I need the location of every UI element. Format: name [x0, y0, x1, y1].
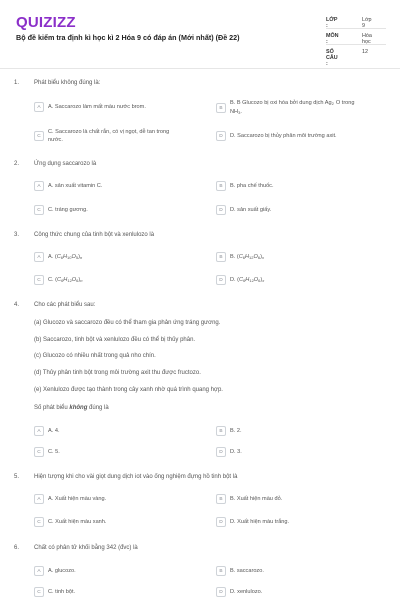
option-letter-box: C [34, 447, 44, 457]
option-letter-box: D [216, 447, 226, 457]
question-number: 2. [14, 161, 20, 167]
statement-c: (c) Glucozo có nhiều nhất trong quả nho chín. [34, 353, 156, 359]
quizizz-logo: QUIZIZZ [16, 14, 76, 31]
option-letter-box: A [34, 181, 44, 191]
option-letter-box: A [34, 102, 44, 112]
option-1d[interactable] [216, 131, 386, 141]
option-text: A. Xuất hiện màu vàng. [48, 496, 107, 502]
option-text: B. saccarozo. [230, 568, 264, 574]
option-text: C. Xuất hiện màu xanh. [48, 519, 107, 525]
header-divider [0, 68, 400, 69]
option-6b[interactable] [216, 566, 386, 576]
option-text: C. tinh bột. [48, 589, 76, 595]
option-letter-box: D [216, 275, 226, 285]
option-3b[interactable] [216, 252, 386, 262]
question-tail: Số phát biểu không đúng là [34, 405, 109, 411]
option-1b[interactable] [216, 99, 386, 117]
meta-divider [326, 28, 386, 29]
question-number: 3. [14, 232, 20, 238]
option-letter-box: C [34, 205, 44, 215]
option-3c[interactable] [34, 275, 209, 285]
question-number: 5. [14, 474, 20, 480]
option-letter-box: B [216, 494, 226, 504]
option-3d[interactable] [216, 275, 386, 285]
statement-e: (e) Xenlulozo được tạo thành trong cây xanh nhờ quá trình quang hợp. [34, 387, 223, 393]
option-6a[interactable] [34, 566, 209, 576]
option-letter-box: B [216, 566, 226, 576]
option-letter-box: D [216, 587, 226, 597]
option-1c[interactable] [34, 128, 209, 144]
question-text: Hiện tượng khi cho vài giọt dung dịch iot vào ống nghiệm đựng hồ tinh bột là [34, 474, 238, 480]
question-text: Cho các phát biểu sau: [34, 302, 96, 308]
option-letter-box: A [34, 426, 44, 436]
option-text: B. Xuất hiện màu đỏ. [230, 496, 283, 502]
option-text: D. xenlulozo. [230, 589, 263, 595]
meta-divider [326, 44, 386, 45]
option-letter-box: C [34, 517, 44, 527]
meta-label: LỚP : [326, 17, 338, 29]
option-4c[interactable] [34, 447, 209, 457]
option-text: A. 4. [48, 428, 60, 434]
option-letter-box: D [216, 131, 226, 141]
option-4d[interactable] [216, 447, 386, 457]
option-letter-box: D [216, 205, 226, 215]
option-4a[interactable] [34, 426, 209, 436]
statement-a: (a) Glucozo và saccarozo đều có thể tham gia phản ứng tráng gương. [34, 320, 221, 326]
option-letter-box: C [34, 275, 44, 285]
question-number: 6. [14, 545, 20, 551]
question-text: Ứng dụng saccarozo là [34, 161, 97, 167]
document-header [0, 0, 400, 68]
option-text: B. B Glucozo bị oxi hóa bởi dung dịch $Ag_2$ O trong $NH_3$. [230, 100, 355, 115]
option-text: C. Saccarozo là chất rắn, có vị ngọt, dễ tan trong nước. [48, 129, 170, 143]
option-5a[interactable] [34, 494, 209, 504]
option-formula: C. $(C_6H_{12}O_6)_n$ [48, 276, 83, 283]
option-1a[interactable] [34, 102, 209, 112]
option-2d[interactable] [216, 205, 386, 215]
option-text: D. Saccarozo bị thủy phân môi trường axit. [230, 133, 337, 139]
meta-value: Lớp 9 [362, 17, 372, 29]
option-letter-box: C [34, 131, 44, 141]
option-4b[interactable] [216, 426, 386, 436]
option-formula: A. $(C_6H_{10}O_5)_n$ [48, 253, 83, 260]
option-text: D. sản xuất giấy. [230, 207, 272, 213]
option-2a[interactable] [34, 181, 209, 191]
option-letter-box: A [34, 566, 44, 576]
option-letter-box: D [216, 517, 226, 527]
option-letter-box: A [34, 252, 44, 262]
option-text: A. Saccarozo làm mất màu nước brom. [48, 104, 146, 110]
option-2c[interactable] [34, 205, 209, 215]
option-5c[interactable] [34, 517, 209, 527]
document-title: Bộ đề kiểm tra định kì học kì 2 Hóa 9 có đáp án (Mới nhất) (Đề 22) [16, 33, 240, 42]
option-letter-box: B [216, 103, 226, 113]
meta-value: 12 [362, 49, 368, 55]
option-text: D. Xuất hiện màu trắng. [230, 519, 290, 525]
option-text: C. tráng gương. [48, 207, 88, 213]
option-text: B. 2. [230, 428, 242, 434]
option-text: D. 3. [230, 449, 242, 455]
option-6c[interactable] [34, 587, 209, 597]
option-5b[interactable] [216, 494, 386, 504]
option-text: C. 5. [48, 449, 60, 455]
option-letter-box: C [34, 587, 44, 597]
statement-b: (b) Saccarozo, tinh bột và xenlulozo đều có thể bị thủy phân. [34, 337, 196, 343]
option-3a[interactable] [34, 252, 209, 262]
question-text: Công thức chung của tinh bột và xenlulozo là [34, 232, 155, 238]
meta-value: Hóa học [362, 33, 372, 45]
option-text: A. glucozo. [48, 568, 76, 574]
question-text: Phát biểu không đúng là: [34, 80, 101, 86]
statement-d: (d) Thủy phân tinh bột trong môi trường axit thu được fructozo. [34, 370, 201, 376]
question-number: 4. [14, 302, 20, 308]
option-text: A. sản xuất vitamin C. [48, 183, 103, 189]
meta-label: SỐ CÂU : [326, 49, 338, 67]
option-formula: D. $(C_6H_{12}O_6)_x$ [230, 276, 265, 283]
option-2b[interactable] [216, 181, 386, 191]
option-letter-box: A [34, 494, 44, 504]
meta-label: MÔN : [326, 33, 339, 45]
option-letter-box: B [216, 426, 226, 436]
option-formula: B. $(C_6H_{12}O_6)_x$ [230, 253, 264, 260]
option-text: B. pha chế thuốc. [230, 183, 274, 189]
option-6d[interactable] [216, 587, 386, 597]
question-number: 1. [14, 80, 20, 86]
option-letter-box: B [216, 252, 226, 262]
option-5d[interactable] [216, 517, 386, 527]
question-text: Chất có phân tử khối bằng 342 (đvc) là [34, 545, 138, 551]
option-letter-box: B [216, 181, 226, 191]
